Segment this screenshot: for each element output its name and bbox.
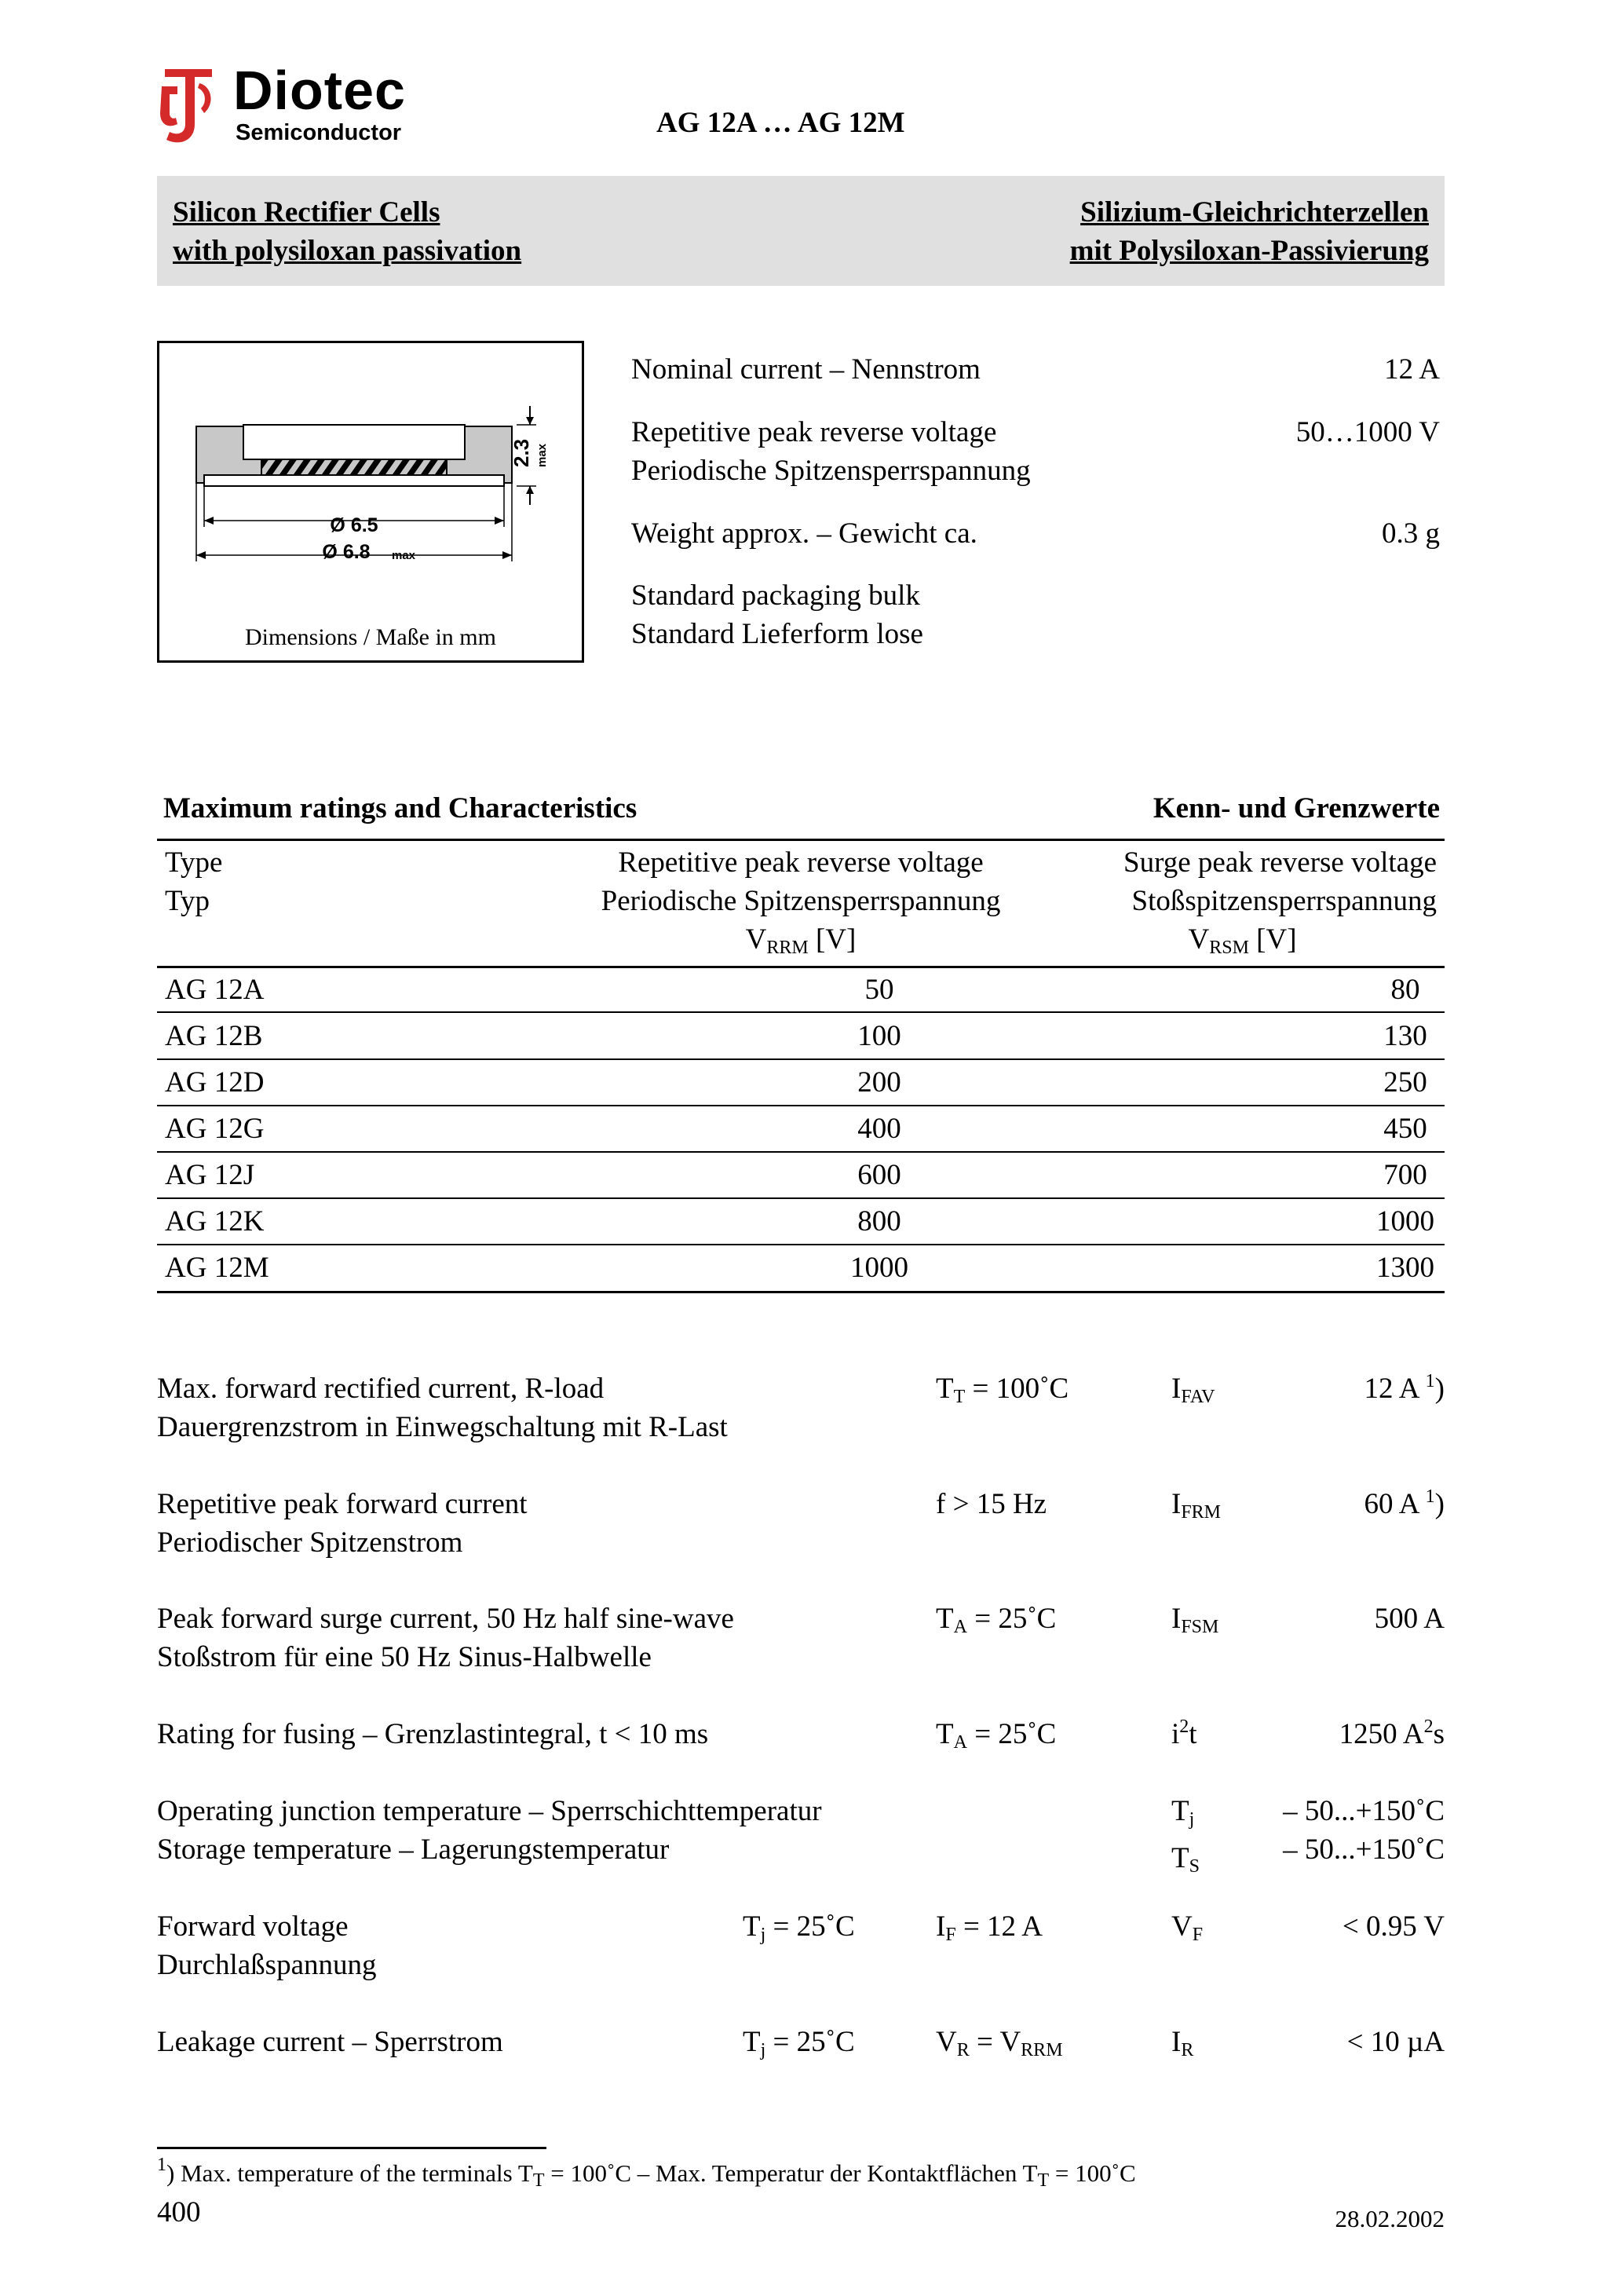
param-value: 60 A $^1$) bbox=[1364, 1486, 1445, 1520]
col-vrrm-de: Periodische Spitzensperrspannung bbox=[601, 885, 1001, 917]
spec-label-de: Periodische Spitzensperrspannung bbox=[631, 455, 1031, 487]
param-value: < 10 µA bbox=[1346, 2026, 1445, 2058]
col-vrrm-header bbox=[565, 843, 1036, 967]
table-row-vrrm: 800 bbox=[857, 1205, 901, 1238]
brand-name: Diotec bbox=[233, 60, 406, 121]
outer-diameter-label: Ø 6.8 bbox=[322, 541, 371, 563]
height-dimension-note: max bbox=[535, 443, 549, 467]
col-type-en: Type bbox=[165, 846, 223, 879]
param-condition-temp: $T_j$ = 25˚C bbox=[743, 2026, 855, 2060]
table-rule bbox=[157, 966, 1445, 968]
banner-en-line1: Silicon Rectifier Cells bbox=[173, 196, 440, 229]
param-vf bbox=[157, 1907, 1445, 1984]
banner-title-en bbox=[173, 193, 521, 270]
footnote: $^1$) Max. temperature of the terminals $T_T$ = 100˚C – Max. Temperatur der Kontaktflächen $T_T$ = 100˚C bbox=[157, 2155, 1136, 2191]
table-row-vrsm: 80 bbox=[1390, 974, 1420, 1006]
param-symbol: $I_{FAV}$ bbox=[1171, 1373, 1215, 1407]
table-row-vrsm: 250 bbox=[1383, 1066, 1427, 1099]
table-row-vrsm: 700 bbox=[1383, 1159, 1427, 1191]
table-row-vrsm: 1000 bbox=[1376, 1205, 1434, 1238]
param-symbol: $T_j$ $T_S$ bbox=[1171, 1795, 1200, 1877]
col-type-header bbox=[165, 843, 222, 920]
param-condition: $V_R = V_{RRM}$ bbox=[936, 2026, 1063, 2060]
param-value: 500 A bbox=[1374, 1603, 1445, 1635]
param-condition: $T_A$ = 25˚C bbox=[936, 1603, 1057, 1637]
table-row-type: AG 12B bbox=[165, 1020, 263, 1052]
ratings-title-de: Kenn- und Grenzwerte bbox=[1153, 792, 1440, 824]
param-label-en: Rating for fusing – Grenzlastintegral, t < 10 ms bbox=[157, 1718, 709, 1750]
spec-value: 12 A bbox=[1384, 353, 1440, 386]
table-row-vrrm: 50 bbox=[864, 974, 894, 1006]
param-value: 1250 $A^2s$ bbox=[1339, 1717, 1445, 1750]
spec-packaging bbox=[631, 576, 1440, 653]
banner-de-line1: Silizium-Gleichrichterzellen bbox=[1080, 196, 1429, 229]
table-rule bbox=[157, 1011, 1445, 1013]
table-row-vrsm: 130 bbox=[1383, 1020, 1427, 1052]
param-condition-temp: $T_j$ = 25˚C bbox=[743, 1910, 855, 1945]
table-row-type: AG 12G bbox=[165, 1113, 265, 1145]
table-rule bbox=[157, 1244, 1445, 1245]
param-symbol: $I_{FSM}$ bbox=[1171, 1603, 1219, 1637]
param-symbol: $V_F$ bbox=[1171, 1910, 1204, 1945]
spec-value: 0.3 g bbox=[1382, 517, 1440, 550]
param-label-de: Stoßstrom für eine 50 Hz Sinus-Halbwelle bbox=[157, 1641, 652, 1673]
param-label-en: Forward voltage bbox=[157, 1910, 349, 1943]
param-i2t bbox=[157, 1715, 1445, 1753]
inner-diameter-label: Ø 6.5 bbox=[330, 514, 378, 536]
param-label-en: Repetitive peak forward current bbox=[157, 1488, 528, 1520]
table-row-vrrm: 400 bbox=[857, 1113, 901, 1145]
param-condition: $T_A$ = 25˚C bbox=[936, 1718, 1057, 1753]
table-rule bbox=[157, 839, 1445, 841]
param-symbol: $I_R$ bbox=[1171, 2026, 1194, 2060]
spec-label: Standard packaging bulk bbox=[631, 579, 920, 612]
table-rule bbox=[157, 1105, 1445, 1106]
table-row-vrrm: 600 bbox=[857, 1159, 901, 1191]
table-row-vrsm: 450 bbox=[1383, 1113, 1427, 1145]
banner-title-de bbox=[1070, 193, 1429, 270]
table-rule bbox=[157, 1291, 1445, 1293]
table-row-type: AG 12M bbox=[165, 1252, 269, 1284]
param-value: – 50...+150˚C – 50...+150˚C bbox=[1283, 1795, 1445, 1866]
diotec-logo-icon bbox=[157, 63, 220, 149]
title-banner bbox=[157, 176, 1445, 286]
spec-label: Weight approx. – Gewicht ca. bbox=[631, 517, 977, 550]
brand-subtitle: Semiconductor bbox=[236, 120, 402, 145]
height-dimension-label: 2.3 bbox=[510, 438, 533, 467]
spec-weight bbox=[631, 514, 1440, 553]
col-vrrm-en: Repetitive peak reverse voltage bbox=[618, 846, 984, 879]
spec-label-de: Standard Lieferform lose bbox=[631, 618, 923, 650]
col-type-de: Typ bbox=[165, 885, 210, 917]
param-label-de: Periodischer Spitzenstrom bbox=[157, 1526, 463, 1559]
page-number: 400 bbox=[157, 2196, 201, 2228]
spec-label: Repetitive peak reverse voltage bbox=[631, 416, 997, 448]
col-vrsm-header bbox=[1123, 843, 1437, 967]
param-ir bbox=[157, 2023, 1445, 2061]
param-label-ts: Storage temperature – Lagerungstemperatur bbox=[157, 1834, 670, 1866]
col-vrsm-de: Stoßspitzensperrspannung bbox=[1131, 885, 1437, 917]
table-row-type: AG 12J bbox=[165, 1159, 255, 1191]
param-condition: f > 15 Hz bbox=[936, 1488, 1047, 1520]
ratings-section-heading bbox=[163, 792, 1440, 826]
outer-diameter-note: max bbox=[392, 549, 416, 562]
table-row-vrrm: 200 bbox=[857, 1066, 901, 1099]
spec-label: Nominal current – Nennstrom bbox=[631, 353, 981, 386]
package-outline-drawing bbox=[159, 343, 582, 660]
spec-value: 50…1000 V bbox=[1295, 416, 1440, 448]
banner-en-line2: with polysiloxan passivation bbox=[173, 235, 522, 267]
table-row-vrrm: 1000 bbox=[850, 1252, 908, 1284]
param-label-tj: Operating junction temperature – Sperrschichttemperatur bbox=[157, 1795, 822, 1827]
col-vrsm-symbol: $V_{RSM}$ [V] bbox=[1188, 923, 1297, 958]
ratings-title-en: Maximum ratings and Characteristics bbox=[163, 792, 637, 824]
table-row-type: AG 12A bbox=[165, 974, 265, 1006]
table-rule bbox=[157, 1058, 1445, 1060]
param-ifav bbox=[157, 1369, 1445, 1446]
revision-date: 28.02.2002 bbox=[1335, 2205, 1445, 2232]
dimension-caption: Dimensions / Maße in mm bbox=[245, 624, 496, 650]
table-row-type: AG 12D bbox=[165, 1066, 265, 1099]
spec-nominal-current bbox=[631, 350, 1440, 389]
document-title: AG 12A … AG 12M bbox=[656, 107, 905, 139]
table-row-type: AG 12K bbox=[165, 1205, 265, 1238]
param-condition: $I_F = 12$ A bbox=[936, 1910, 1043, 1945]
table-rule bbox=[157, 1151, 1445, 1153]
col-vrsm-en: Surge peak reverse voltage bbox=[1123, 846, 1437, 879]
param-condition: $T_T$ = 100˚C bbox=[936, 1373, 1069, 1407]
param-label-en: Max. forward rectified current, R-load bbox=[157, 1373, 605, 1405]
dimension-drawing bbox=[157, 341, 584, 663]
param-value: 12 A $^1$) bbox=[1364, 1371, 1445, 1405]
param-symbol: $I_{FRM}$ bbox=[1171, 1488, 1222, 1523]
param-value: < 0.95 V bbox=[1342, 1910, 1445, 1943]
spec-reverse-voltage bbox=[631, 413, 1440, 490]
param-temperature bbox=[157, 1792, 1445, 1877]
table-row-vrsm: 1300 bbox=[1376, 1252, 1434, 1284]
param-symbol: $i^2t$ bbox=[1171, 1717, 1197, 1750]
param-label-en: Leakage current – Sperrstrom bbox=[157, 2026, 503, 2058]
table-rule bbox=[157, 1197, 1445, 1199]
param-ifrm bbox=[157, 1485, 1445, 1562]
param-ifsm bbox=[157, 1600, 1445, 1676]
param-label-de: Durchlaßspannung bbox=[157, 1949, 377, 1981]
table-row-vrrm: 100 bbox=[857, 1020, 901, 1052]
footnote-rule bbox=[157, 2147, 546, 2149]
param-label-de: Dauergrenzstrom in Einwegschaltung mit R-Last bbox=[157, 1411, 728, 1443]
param-label-en: Peak forward surge current, 50 Hz half sine-wave bbox=[157, 1603, 734, 1635]
col-vrrm-symbol: $V_{RRM}$ [V] bbox=[745, 923, 857, 958]
banner-de-line2: mit Polysiloxan-Passivierung bbox=[1069, 235, 1429, 267]
